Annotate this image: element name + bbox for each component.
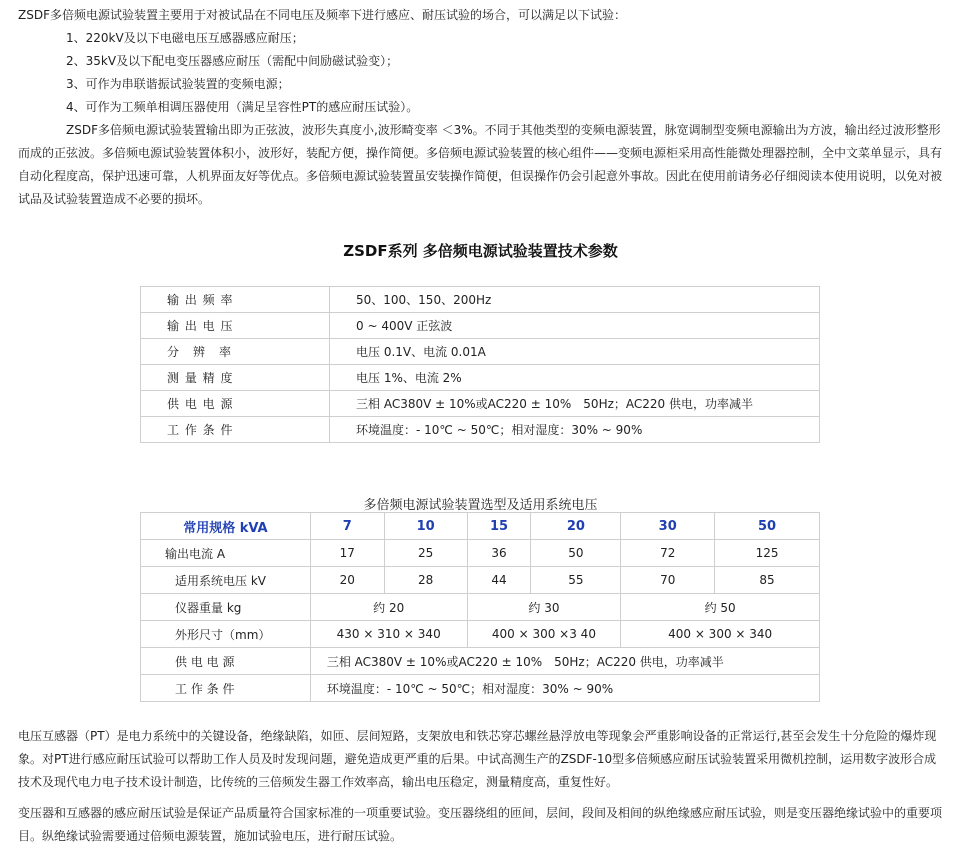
table-cell: 85	[715, 567, 820, 594]
table-row	[141, 313, 820, 339]
header-cell: 50	[715, 513, 820, 540]
table-row	[141, 540, 820, 567]
spec-value: 电压 1%、电流 2%	[330, 365, 820, 391]
header-cell: 10	[384, 513, 467, 540]
table-row	[141, 594, 820, 621]
row-label: 输出电流 A	[141, 540, 311, 567]
row-label: 工 作 条 件	[141, 675, 311, 702]
table-row	[141, 339, 820, 365]
table-row	[141, 567, 820, 594]
spec-key: 输 出 电 压	[141, 313, 330, 339]
table-cell: 72	[621, 540, 715, 567]
table-cell: 70	[621, 567, 715, 594]
table-cell: 400 × 300 ×3 40	[467, 621, 621, 648]
intro-lead: ZSDF多倍频电源试验装置主要用于对被试品在不同电压及频率下进行感应、耐压试验的场合，可以满足以下试验：	[18, 8, 626, 22]
table-row	[141, 648, 820, 675]
table-cell: 55	[531, 567, 621, 594]
row-label: 仪器重量 kg	[141, 594, 311, 621]
spec-value: 50、100、150、200Hz	[330, 287, 820, 313]
header-cell: 常用规格 kVA	[141, 513, 311, 540]
outro-text-2: 变压器和互感器的感应耐压试验是保证产品质量符合国家标准的一项重要试验。变压器绕组的匝间，层间，段间及相间的纵绝缘感应耐压试验，则是变压器绝缘试验中的重要项目。纵绝缘试验需要通过倍频电源装置，施加试验电压，进行耐压试验。	[18, 806, 943, 843]
selection-table	[140, 512, 820, 702]
spec-table	[140, 286, 820, 443]
table-row	[141, 417, 820, 443]
intro-item-4: 4、可作为工频单相调压器使用（满足呈容性PT的感应耐压试验）。	[66, 100, 419, 114]
header-cell: 15	[467, 513, 531, 540]
table-cell: 400 × 300 × 340	[621, 621, 820, 648]
spec-key: 输 出 频 率	[141, 287, 330, 313]
table-row	[141, 621, 820, 648]
table-cell: 20	[310, 567, 384, 594]
table-cell: 430 × 310 × 340	[310, 621, 467, 648]
header-cell: 20	[531, 513, 621, 540]
table-header-row	[141, 513, 820, 540]
table-cell: 环境温度：- 10℃ ~ 50℃；相对湿度：30% ~ 90%	[310, 675, 819, 702]
table-cell: 三相 AC380V ± 10%或AC220 ± 10% 50Hz；AC220 供电，功率减半	[310, 648, 819, 675]
table-cell: 36	[467, 540, 531, 567]
table-cell: 125	[715, 540, 820, 567]
intro-item-3: 3、可作为串联谐振试验装置的变频电源；	[66, 77, 290, 91]
header-cell: 30	[621, 513, 715, 540]
table-cell: 约 30	[467, 594, 621, 621]
row-label: 适用系统电压 kV	[141, 567, 311, 594]
row-label: 外形尺寸（mm）	[141, 621, 311, 648]
intro-item-2: 2、35kV及以下配电变压器感应耐压（需配中间励磁试验变）；	[66, 54, 399, 68]
outro-paragraph-1	[18, 725, 948, 794]
spec-value: 0 ~ 400V 正弦波	[330, 313, 820, 339]
spec-key: 测 量 精 度	[141, 365, 330, 391]
spec-key: 供 电 电 源	[141, 391, 330, 417]
table-cell: 25	[384, 540, 467, 567]
outro-paragraph-2	[18, 802, 948, 848]
table-cell: 28	[384, 567, 467, 594]
table-row	[141, 675, 820, 702]
table-cell: 约 50	[621, 594, 820, 621]
selection-title: 多倍频电源试验装置选型及适用系统电压	[363, 498, 598, 513]
table-cell: 约 20	[310, 594, 467, 621]
table-row	[141, 391, 820, 417]
spec-value: 三相 AC380V ± 10%或AC220 ± 10% 50Hz；AC220 供电，功率减半	[330, 391, 820, 417]
row-label: 供 电 电 源	[141, 648, 311, 675]
header-cell: 7	[310, 513, 384, 540]
intro-body: ZSDF多倍频电源试验装置输出即为正弦波，波形失真度小,波形畸变率 ＜3%。不同于其他类型的变频电源装置，脉宽调制型变频电源输出为方波，输出经过波形整形而成的正弦波。多倍频电源试验装置体积小，波形好，装配方便，操作简便。多倍频电源试验装置的核心组件——变频电源柜采用高性能微处理器控制，全中文菜单显示，具有自动化程度高，保护迅速可靠，人机界面友好等优点。多倍频电源试验装置虽安装操作简便，但误操作仍会引起意外事故。因此在使用前请务必仔细阅读本使用说明，以免对被试品及试验装置造成不必要的损坏。	[18, 123, 943, 206]
intro-section	[18, 4, 948, 211]
table-cell: 44	[467, 567, 531, 594]
spec-value: 电压 0.1V、电流 0.01A	[330, 339, 820, 365]
table-cell: 50	[531, 540, 621, 567]
spec-value: 环境温度：- 10℃ ~ 50℃；相对湿度：30% ~ 90%	[330, 417, 820, 443]
intro-item-1: 1、220kV及以下电磁电压互感器感应耐压；	[66, 31, 304, 45]
outro-text-1: 电压互感器（PT）是电力系统中的关键设备，绝缘缺陷，如匝、层间短路，支架放电和铁芯穿芯螺丝悬浮放电等现象会严重影响设备的正常运行,甚至会发生十分危险的爆炸现象。对PT进行感应耐压试验可以帮助工作人员及时发现问题，避免造成更严重的后果。中试高测生产的ZSDF-10型多倍频感应耐压试验装置采用微机控制，运用数字波形合成技术及现代电力电子技术设计制造，比传统的三倍频发生器工作效率高，输出电压稳定，测量精度高，重复性好。	[18, 729, 937, 789]
spec-key: 分 辨 率	[141, 339, 330, 365]
table-row	[141, 365, 820, 391]
spec-key: 工 作 条 件	[141, 417, 330, 443]
table-row	[141, 287, 820, 313]
spec-title: ZSDF系列 多倍频电源试验装置技术参数	[343, 242, 618, 260]
table-cell: 17	[310, 540, 384, 567]
